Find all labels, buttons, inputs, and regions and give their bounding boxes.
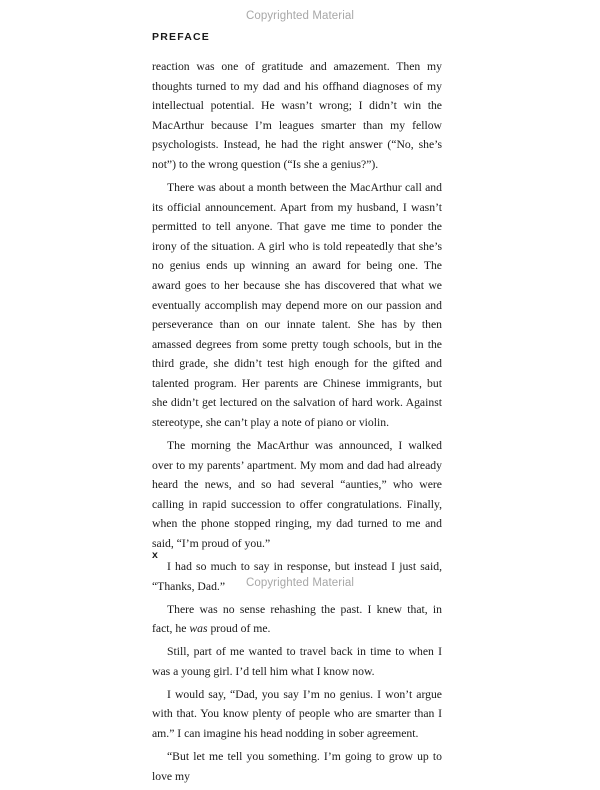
paragraph: reaction was one of gratitude and amazement. Then my thoughts turned to my dad and his offhand diagnoses of my intellectual potential. He wasn’t wrong; I didn’t win the MacArthur because I’m leagues smarter than my fellow psychologists. Instead, he had the right answer (“No, she’s not”) to the wrong question (“Is she a genius?”).	[152, 60, 442, 171]
copyright-watermark-bottom: Copyrighted Material	[245, 577, 355, 589]
page-number: x	[152, 549, 158, 561]
paragraph: I had so much to say in response, but instead I just said, “Thanks, Dad.”	[152, 560, 442, 593]
paragraph: “But let me tell you something. I’m going to grow up to love my	[152, 749, 442, 783]
paragraph-text: proud of me.	[207, 622, 271, 636]
paragraph: I would say, “Dad, you say I’m no genius. I won’t argue with that. You know plenty of people who are smarter than I am.” I can imagine his head nodding in sober agreement.	[152, 687, 442, 740]
copyright-watermark-top: Copyrighted Material	[245, 10, 355, 22]
emphasized-word: was	[189, 622, 208, 636]
paragraph: Still, part of me wanted to travel back in time to when I was a young girl. I’d tell him what I know now.	[152, 645, 442, 678]
paragraph: There was about a month between the MacArthur call and its official announcement. Apart from my husband, I wasn’t permitted to tell anyone. That gave me time to ponder the irony of the situation. A girl who is told repeatedly that she’s no genius ends up winning an award for being one. The award goes to her because she has discovered that what we eventually accomplish may depend more on our passion and perseverance than on our innate talent. She has by then amassed degrees from some pretty tough schools, but in the third grade, she didn’t test high enough for the gifted and talented program. Her parents are Chinese immigrants, but she didn’t get lectured on the salvation of hard work. Against stereotype, she can’t play a note of piano or violin.	[152, 180, 442, 430]
paragraph-text: There was no sense rehashing the past. I knew that, in fact, he	[152, 602, 442, 636]
paragraph: The morning the MacArthur was announced, I walked over to my parents’ apartment. My mom and dad had already heard the news, and so had several “aunties,” who were calling in rapid succession to offer congratulations. Finally, when the phone stopped ringing, my dad turned to me and said, “I’m proud of you.”	[152, 439, 442, 551]
body-text	[152, 57, 442, 790]
paragraph	[152, 600, 442, 639]
running-head: PREFACE	[152, 31, 210, 43]
